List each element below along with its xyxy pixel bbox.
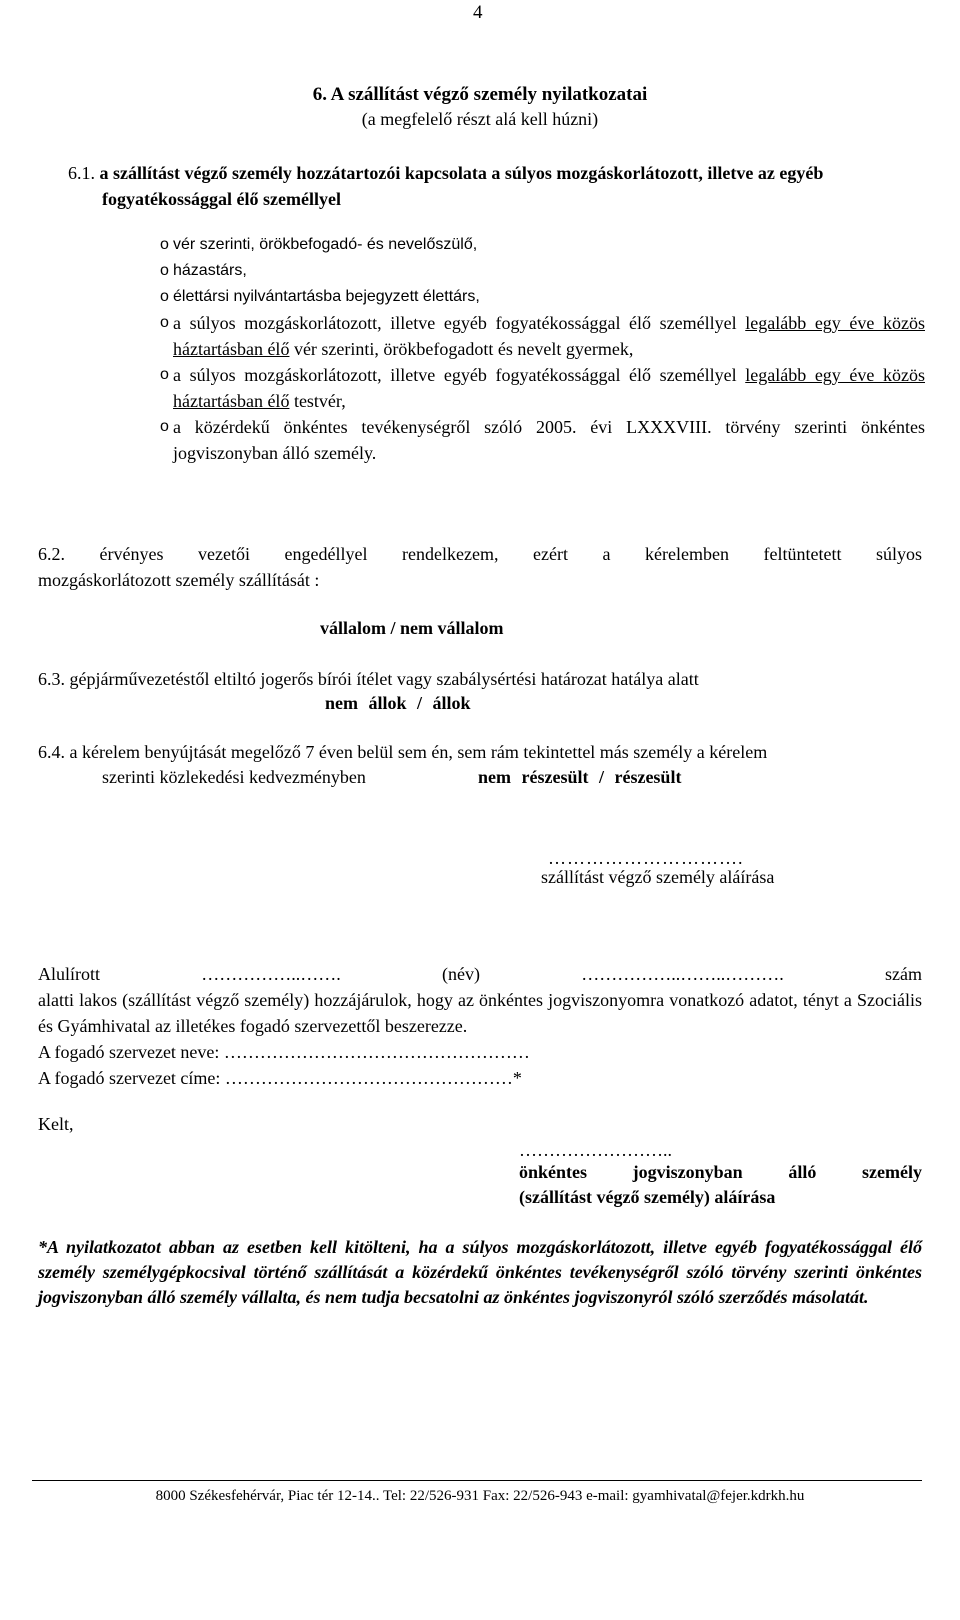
option-sibling-text-b: testvér, xyxy=(289,391,346,411)
volunteer-signature-label-1: önkéntes jogviszonyban álló személy xyxy=(519,1162,922,1182)
volunteer-signature-label-2: (szállítást végző személy) aláírása xyxy=(519,1187,776,1207)
bullet-icon: o xyxy=(160,262,169,279)
option-child-text-a: a súlyos mozgáskorlátozott, illetve egyéb fogyatékossággal élő személlyel xyxy=(173,313,746,333)
bullet-icon: o xyxy=(160,236,169,253)
host-org-name-line[interactable]: A fogadó szervezet neve: …………………………………………… xyxy=(38,1042,530,1062)
bullet-icon: o xyxy=(160,418,169,435)
option-volunteer[interactable] xyxy=(160,414,925,466)
signature-label: szállítást végző személy aláírása xyxy=(541,867,775,887)
date-place-label: Kelt, xyxy=(38,1114,74,1134)
option-parent-text: vér szerinti, örökbefogadó- és nevelőszülő, xyxy=(173,236,478,253)
section-6-3-choice[interactable]: nem állok / állok xyxy=(325,693,471,713)
consent-name-line[interactable]: Alulírott ……………..……. (név) ……………..……..………. szám xyxy=(38,964,922,984)
option-sibling-underlined: legalább egy éve közös háztartásban élő xyxy=(173,365,925,411)
page-number: 4 xyxy=(473,2,483,23)
footnote: *A nyilatkozatot abban az esetben kell kitölteni, ha a súlyos mozgáskorlátozott, illetve egyéb fogyatékossággal élő személy személygépkocsival történő szállítását a közérdekű önkéntes tevékenységről szóló törvény szerinti önkéntes jogviszonyban álló személy vállalta, és nem tudja becsatolni az önkéntes jogviszonyról szóló szerződés másolatát. xyxy=(38,1237,922,1307)
option-spouse-text: házastárs, xyxy=(173,262,247,279)
signature-line[interactable]: …………………………. xyxy=(548,848,744,868)
option-sibling[interactable] xyxy=(160,362,925,414)
section-6-1-text: a szállítást végző személy hozzátartozói kapcsolata a súlyos mozgáskorlátozott, illetve az egyéb fogyatékossággal élő személlyel xyxy=(99,163,824,209)
option-volunteer-text: a közérdekű önkéntes tevékenységről szóló 2005. évi LXXXVIII. törvény szerinti önkéntes jogviszonyban álló személy. xyxy=(173,417,925,463)
section-6-2-choice[interactable]: vállalom / nem vállalom xyxy=(320,618,504,638)
volunteer-signature-line[interactable]: …………………….. xyxy=(519,1140,672,1160)
section-6-4-choice[interactable]: nem részesült / részesült xyxy=(478,767,682,787)
section-6-1 xyxy=(68,160,922,212)
footer-divider xyxy=(32,1480,922,1481)
option-partner[interactable] xyxy=(160,284,925,310)
footer-contact: 8000 Székesfehérvár, Piac tér 12-14.. Tel: 22/526-931 Fax: 22/526-943 e-mail: gyamhivatal@fejer.kdrkh.hu xyxy=(155,1488,805,1504)
bullet-icon: o xyxy=(160,366,169,383)
section-6-4-line1: 6.4. a kérelem benyújtását megelőző 7 éven belül sem én, sem rám tekintettel más személy a kérelem xyxy=(38,742,768,762)
relationship-options xyxy=(160,232,925,466)
section-6-1-number: 6.1. xyxy=(68,163,95,183)
option-spouse[interactable] xyxy=(160,258,925,284)
section-subtitle: (a megfelelő részt alá kell húzni) xyxy=(361,109,599,129)
section-6-4-line2: szerinti közlekedési kedvezményben xyxy=(102,767,366,787)
option-parent[interactable] xyxy=(160,232,925,258)
bullet-icon: o xyxy=(160,314,169,331)
section-6-2-line2: mozgáskorlátozott személy szállítását : xyxy=(38,570,320,590)
bullet-icon: o xyxy=(160,288,169,305)
consent-text: alatti lakos (szállítást végző személy) hozzájárulok, hogy az önkéntes jogviszonyomra vonatkozó adatot, tényt a Szociális és Gyámhivatal az illetékes fogadó szervezettől beszerezze. xyxy=(38,990,922,1036)
section-title: 6. A szállítást végző személy nyilatkozatai xyxy=(312,84,648,105)
host-org-address-line[interactable]: A fogadó szervezet címe: …………………………………………* xyxy=(38,1068,522,1088)
option-child-text-b: vér szerinti, örökbefogadott és nevelt gyermek, xyxy=(289,339,634,359)
option-sibling-text-a: a súlyos mozgáskorlátozott, illetve egyéb fogyatékossággal élő személlyel xyxy=(173,365,746,385)
section-6-3-line1: 6.3. gépjárművezetéstől eltiltó jogerős bírói ítélet vagy szabálysértési határozat hatálya alatt xyxy=(38,669,699,689)
option-child-underlined: legalább egy éve közös háztartásban élő xyxy=(173,313,925,359)
option-child[interactable] xyxy=(160,310,925,362)
option-partner-text: élettársi nyilvántartásba bejegyzett élettárs, xyxy=(173,288,480,305)
section-6-2-line1: 6.2. érvényes vezetői engedéllyel rendelkezem, ezért a kérelemben feltüntetett súlyos xyxy=(38,544,922,564)
consent-block xyxy=(38,961,922,1091)
